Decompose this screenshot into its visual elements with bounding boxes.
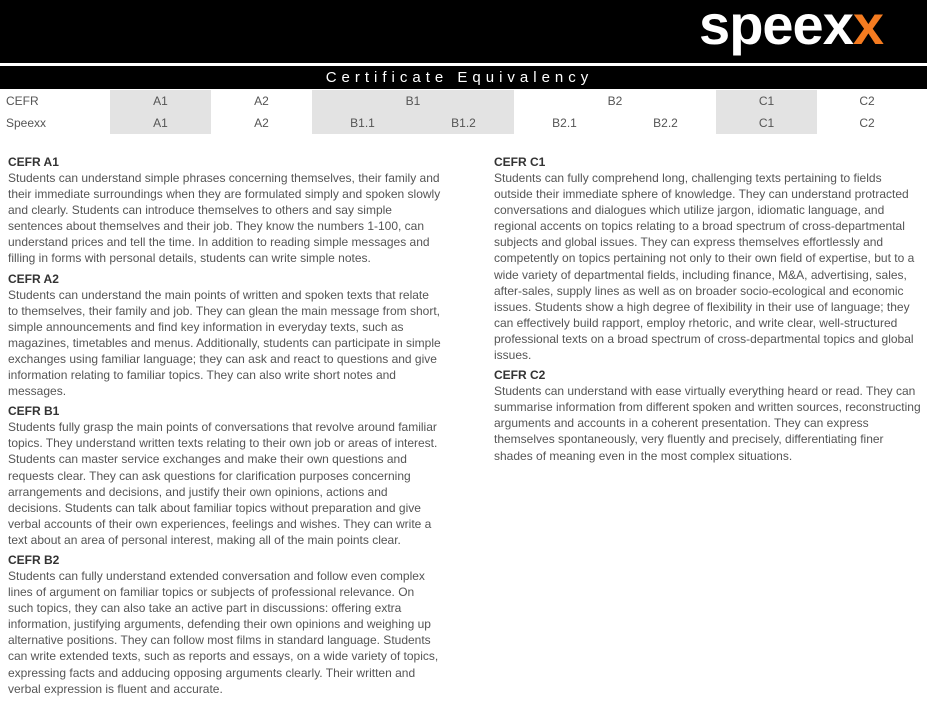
table-cell: A1 [110, 112, 211, 134]
section-body: Students can understand simple phrases concerning themselves, their family and their immediate surroundings when they are formulated simply and spoken slowly and clearly. Students can introduce themselves to others and say simple sentences about themselves and their job. They know the numbers 1-100, can understand prices and tell the time. In addition to reading simple messages and filling in forms with personal details, students can write simple notes. [8, 171, 441, 266]
section-body: Students fully grasp the main points of conversations that revolve around familiar topics. They understand written texts relating to their own job or areas of interest. Students can master service exchanges and make their own questions and requests clear. They can ask questions for clarification purposes concerning arrangements and decisions, and justify their own opinions, actions and decisions. Students can talk about familiar topics without preparation and give verbal accounts of their own experiences, feelings and wishes. They can write a text about an area of personal interest, making all of the main points clear. [8, 420, 438, 547]
row-label: CEFR [6, 94, 39, 108]
section-cefr-b2 [8, 552, 441, 697]
section-cefr-a1 [8, 154, 441, 267]
equivalency-table [0, 90, 917, 134]
row-label: Speexx [6, 116, 47, 130]
section-title: CEFR C1 [494, 155, 546, 169]
section-title: CEFR B1 [8, 404, 60, 419]
table-cell: B1.2 [413, 112, 514, 134]
section-body: Students can understand with ease virtually everything heard or read. They can summarise information from different spoken and written sources, reconstructing arguments and accounts in a coherent presentation. They can express themselves spontaneously, very fluently and precisely, differentiating finer shades of meaning even in the most complex situations. [494, 384, 921, 463]
table-cell: A2 [254, 116, 269, 130]
table-cell: A1 [110, 90, 211, 112]
table-cell: B1.1 [312, 112, 413, 134]
section-body: Students can fully comprehend long, challenging texts pertaining to fields outside their immediate sphere of knowledge. They can understand protracted conversations and dialogues which utilize jargon, idiomatic language, and regional accents on topics relating to a broad spectrum of cross-departmental subjects and global issues. They can express themselves effortlessly and competently on topics pertaining not only to their own field of expertise, but to a wide variety of departmental fields, including finance, M&A, advertising, sales, after-sales, supply lines as well as on broader socio-ecological and economic issues. Students show a high degree of flexibility in their use of language; they can effectively build rapport, employ rhetoric, and write clear, well-structured professional texts on a broad spectrum of cross-departmental topics and global issues. [494, 171, 915, 363]
table-cell: C1 [716, 112, 817, 134]
header-bar [0, 0, 927, 63]
table-cell: B1 [312, 90, 514, 112]
title-bar [0, 66, 927, 89]
page-title: Certificate Equivalency [325, 69, 594, 86]
section-title: CEFR A1 [8, 155, 59, 169]
section-body: Students can fully understand extended conversation and follow even complex lines of argument on familiar topics or subjects of professional relevance. On such topics, they can also take an active part in discussions: offering extra information, justifying arguments, defending their own opinions and weighing up alternative positions. They can follow most films in standard language. Students can write extended texts, such as reports and essays, on a wide variety of topics, expressing facts and adducing opposing arguments clearly. Their written and verbal expression is fluent and accurate. [8, 568, 439, 696]
section-cefr-b1 [8, 403, 441, 548]
left-column [8, 154, 441, 701]
section-cefr-c2 [494, 367, 922, 463]
table-cell: C1 [716, 90, 817, 112]
table-cell: C2 [859, 94, 875, 108]
section-title: CEFR B2 [8, 552, 60, 567]
right-column [494, 154, 922, 468]
speexx-logo: speexx [699, 0, 883, 56]
table-cell: B2.1 [552, 116, 577, 130]
section-body: Students can understand the main points of written and spoken texts that relate to themselves, their family and job. They can glean the main message from short, simple announcements and find key information in everyday texts, such as magazines, timetables and menus. Additionally, students can participate in simple exchanges using familiar language; they can ask and react to questions and give information relating to familiar topics. They can also write short notes and messages. [8, 287, 441, 399]
table-cell: B2 [607, 94, 623, 108]
section-cefr-a2 [8, 271, 441, 400]
section-title: CEFR C2 [494, 368, 546, 383]
section-cefr-c1 [494, 154, 922, 363]
table-cell: B2.2 [653, 116, 678, 130]
table-cell: A2 [254, 94, 269, 108]
table-cell: C2 [859, 116, 875, 130]
table-row [0, 112, 917, 134]
table-row [0, 90, 917, 112]
section-title: CEFR A2 [8, 271, 59, 286]
